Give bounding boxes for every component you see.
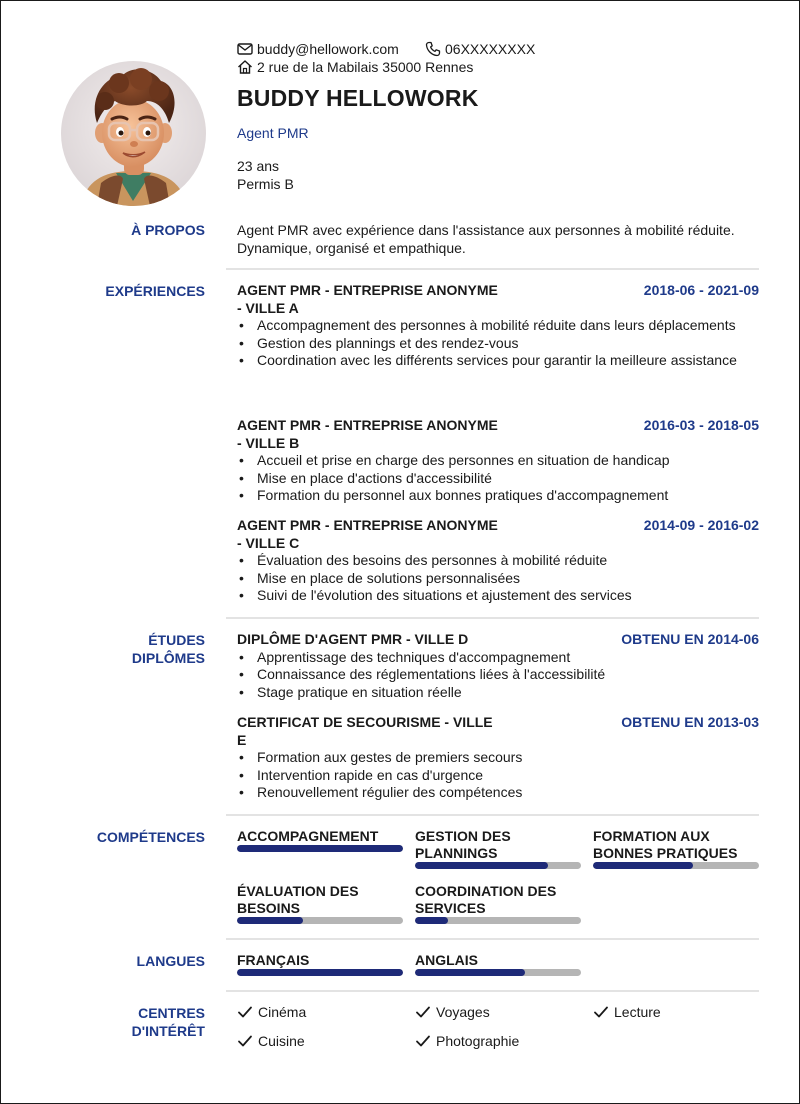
section-divider [226, 938, 759, 940]
bullet-item: • Gestion des plannings et des rendez-vous [237, 335, 759, 353]
bullet-item: • Accompagnement des personnes à mobilité réduite dans leurs déplacements [237, 317, 759, 335]
skill-item [415, 828, 581, 862]
bullet-item: • Formation du personnel aux bonnes pratiques d'accompagnement [237, 487, 759, 505]
experience-entry [237, 417, 759, 505]
bullet-list [237, 452, 759, 505]
section-divider [226, 268, 759, 270]
check-icon [237, 1004, 253, 1020]
check-icon [415, 1033, 431, 1049]
age: 23 ans [237, 158, 280, 174]
interest-label: Photographie [436, 1033, 520, 1049]
about-text: Agent PMR avec expérience dans l'assistance aux personnes à mobilité réduite. Dynamique, organisé et empathique. [237, 222, 735, 256]
skill-level-bar [415, 917, 581, 924]
check-icon [237, 1033, 253, 1049]
envelope-icon [237, 41, 253, 57]
skill-item [237, 828, 403, 845]
section-label-languages: LANGUES [136, 953, 205, 969]
entry-title: DIPLÔME D'AGENT PMR - VILLE D [237, 631, 469, 647]
entry-date: OBTENU EN 2013-03 [621, 714, 759, 730]
interest-item [593, 1004, 661, 1020]
language-level-fill [237, 969, 403, 976]
section-label-experiences: EXPÉRIENCES [105, 283, 205, 299]
section-label-line: ÉTUDES [148, 632, 205, 648]
interest-item [415, 1004, 490, 1020]
bullet-item: • Coordination avec les différents services pour garantir la meilleure assistance [237, 352, 759, 370]
language-item [415, 952, 581, 969]
bullet-item: • Stage pratique en situation réelle [237, 684, 759, 702]
skill-level-bar [237, 845, 403, 852]
language-name: ANGLAIS [415, 952, 478, 968]
interest-item [415, 1033, 519, 1049]
interest-label: Cinéma [258, 1004, 307, 1020]
interest-label: Cuisine [258, 1033, 305, 1049]
skill-level-bar [237, 917, 403, 924]
job-title: Agent PMR [237, 125, 309, 141]
entry-title: CERTIFICAT DE SECOURISME - VILLE E [237, 714, 493, 748]
education-entry [237, 631, 759, 701]
bullet-item: • Apprentissage des techniques d'accompagnement [237, 649, 759, 667]
contact-phone [425, 41, 535, 57]
section-divider [226, 617, 759, 619]
contact-address [237, 59, 473, 75]
language-level-bar [415, 969, 581, 976]
skill-name: GESTION DES PLANNINGS [415, 828, 511, 861]
check-icon [415, 1004, 431, 1020]
skill-level-bar [415, 862, 581, 869]
contact-email [237, 41, 399, 57]
skill-name: ÉVALUATION DES BESOINS [237, 883, 359, 916]
section-divider [226, 814, 759, 816]
skill-name: ACCOMPAGNEMENT [237, 828, 379, 844]
entry-date: OBTENU EN 2014-06 [621, 631, 759, 647]
section-label-line: DIPLÔMES [131, 650, 205, 666]
section-label-about: À PROPOS [131, 222, 205, 238]
section-label-line: D'INTÉRÊT [131, 1023, 205, 1039]
address-text: 2 rue de la Mabilais 35000 Rennes [257, 59, 474, 75]
skill-name: COORDINATION DES SERVICES [415, 883, 557, 916]
driving-license: Permis B [237, 176, 294, 192]
entry-date: 2014-09 - 2016-02 [643, 517, 759, 533]
section-divider [226, 990, 759, 992]
skill-level-fill [593, 862, 693, 869]
entry-title: AGENT PMR - ENTREPRISE ANONYME - VILLE C [237, 517, 498, 551]
interest-item [237, 1033, 305, 1049]
bullet-item: • Mise en place d'actions d'accessibilité [237, 470, 759, 488]
phone-icon [425, 41, 441, 57]
interest-label: Lecture [614, 1004, 661, 1020]
skill-level-fill [237, 845, 403, 852]
bullet-list [237, 749, 759, 802]
experience-entry [237, 517, 759, 605]
section-label-skills: COMPÉTENCES [96, 829, 205, 845]
avatar [61, 61, 206, 206]
skill-level-fill [415, 862, 548, 869]
skill-item [593, 828, 759, 862]
language-item [237, 952, 403, 969]
bullet-item: • Accueil et prise en charge des personnes en situation de handicap [237, 452, 759, 470]
bullet-item: • Mise en place de solutions personnalisées [237, 570, 759, 588]
email-text: buddy@hellowork.com [257, 41, 399, 57]
bullet-item: • Formation aux gestes de premiers secours [237, 749, 759, 767]
section-label-education [132, 631, 205, 667]
section-label-line: CENTRES [138, 1005, 205, 1021]
bullet-item: • Évaluation des besoins des personnes à mobilité réduite [237, 552, 759, 570]
candidate-name: BUDDY HELLOWORK [237, 85, 479, 111]
home-icon [237, 59, 253, 75]
entry-date: 2016-03 - 2018-05 [643, 417, 759, 433]
bullet-item: • Renouvellement régulier des compétences [237, 784, 759, 802]
section-label-interests [132, 1004, 205, 1040]
skill-level-fill [237, 917, 303, 924]
skill-item [237, 883, 403, 917]
entry-title: AGENT PMR - ENTREPRISE ANONYME - VILLE A [237, 282, 498, 316]
bullet-item: • Suivi de l'évolution des situations et ajustement des services [237, 587, 759, 605]
experience-entry [237, 282, 759, 370]
skill-level-bar [593, 862, 759, 869]
entry-title: AGENT PMR - ENTREPRISE ANONYME - VILLE B [237, 417, 498, 451]
interest-item [237, 1004, 306, 1020]
interest-label: Voyages [436, 1004, 490, 1020]
bullet-item: • Intervention rapide en cas d'urgence [237, 767, 759, 785]
language-name: FRANÇAIS [237, 952, 310, 968]
entry-date: 2018-06 - 2021-09 [643, 282, 759, 298]
phone-text: 06XXXXXXXX [445, 41, 536, 57]
check-icon [593, 1004, 609, 1020]
skill-name: FORMATION AUX BONNES PRATIQUES [593, 828, 738, 861]
bullet-item: • Connaissance des réglementations liées à l'accessibilité [237, 666, 759, 684]
education-entry [237, 714, 759, 802]
bullet-list [237, 552, 759, 605]
skill-item [415, 883, 581, 917]
language-level-bar [237, 969, 403, 976]
bullet-list [237, 317, 759, 370]
skill-level-fill [415, 917, 448, 924]
language-level-fill [415, 969, 525, 976]
bullet-list [237, 649, 759, 702]
